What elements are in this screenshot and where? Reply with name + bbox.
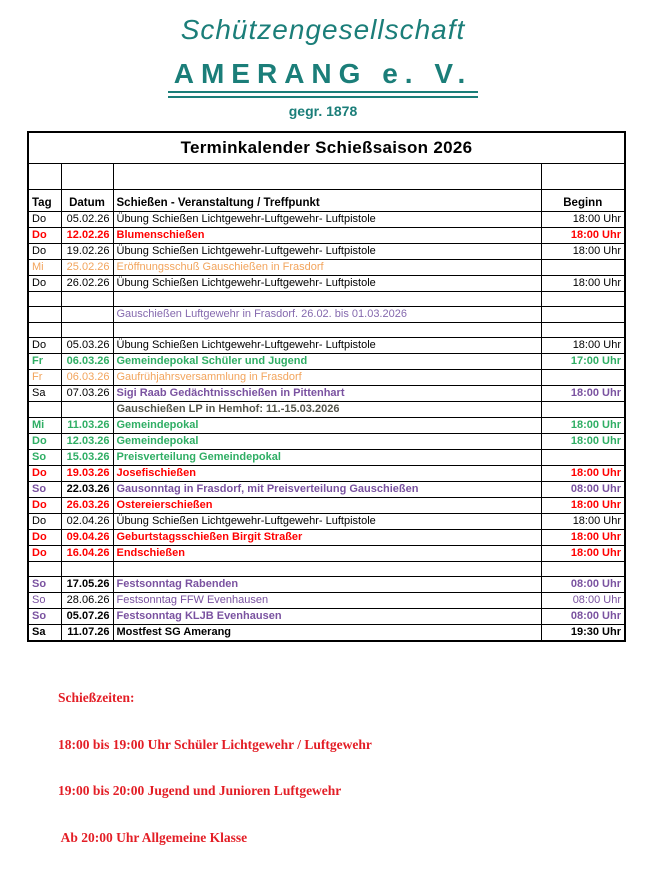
- cell-datum: 25.02.26: [61, 259, 113, 275]
- cell-tag: So: [28, 449, 61, 465]
- cell-beginn: 18:00 Uhr: [541, 545, 625, 561]
- spacer-cell: [61, 163, 113, 189]
- cell-tag: Sa: [28, 385, 61, 401]
- cell-event: Übung Schießen Lichtgewehr-Luftgewehr- Luftpistole: [113, 513, 541, 529]
- club-founded-year: gegr. 1878: [288, 103, 358, 119]
- cell-tag: So: [28, 576, 61, 592]
- cell-beginn: 08:00 Uhr: [541, 576, 625, 592]
- table-row: [28, 449, 625, 465]
- cell-event: Gemeindepokal Schüler und Jugend: [113, 353, 541, 369]
- footer-line: Ab 20:00 Uhr Allgemeine Klasse: [58, 829, 248, 845]
- cell-beginn: 19:30 Uhr: [541, 624, 625, 641]
- cell-datum: 28.06.26: [61, 592, 113, 608]
- table-title-row: [28, 132, 625, 163]
- table-row: [28, 259, 625, 275]
- table-row: [28, 433, 625, 449]
- cell-tag: Sa: [28, 624, 61, 641]
- table-row: [28, 275, 625, 291]
- cell-datum: 19.03.26: [61, 465, 113, 481]
- column-header-tag: Tag: [28, 189, 61, 211]
- column-header-datum: Datum: [61, 189, 113, 211]
- cell-beginn: 18:00 Uhr: [541, 497, 625, 513]
- cell-datum: [61, 401, 113, 417]
- table-row: [28, 529, 625, 545]
- cell-tag: Do: [28, 275, 61, 291]
- table-row: [28, 608, 625, 624]
- cell-event: Festsonntag FFW Evenhausen: [113, 592, 541, 608]
- cell-tag: Mi: [28, 259, 61, 275]
- cell-event: Sigi Raab Gedächtnisschießen in Pittenhart: [113, 385, 541, 401]
- cell-beginn: 18:00 Uhr: [541, 337, 625, 353]
- cell-beginn: 18:00 Uhr: [541, 227, 625, 243]
- cell-event: Festsonntag Rabenden: [113, 576, 541, 592]
- cell-event: Gauschießen LP in Hemhof: 11.-15.03.2026: [113, 401, 541, 417]
- table-row: [28, 211, 625, 227]
- cell-tag: Do: [28, 545, 61, 561]
- cell-datum: 26.03.26: [61, 497, 113, 513]
- table-row: [28, 306, 625, 322]
- cell-beginn: [541, 259, 625, 275]
- column-header-beginn: Beginn: [541, 189, 625, 211]
- cell-beginn: 08:00 Uhr: [541, 608, 625, 624]
- cell-beginn: 18:00 Uhr: [541, 529, 625, 545]
- cell-tag: So: [28, 592, 61, 608]
- column-header-row: [28, 189, 625, 211]
- cell-datum: 02.04.26: [61, 513, 113, 529]
- cell-event: Festsonntag KLJB Evenhausen: [113, 608, 541, 624]
- cell-event: [113, 561, 541, 576]
- cell-beginn: [541, 322, 625, 337]
- table-row: [28, 337, 625, 353]
- cell-tag: Mi: [28, 417, 61, 433]
- table-row-empty: [28, 561, 625, 576]
- footer-line: 19:00 bis 20:00 Jugend und Junioren Luftgewehr: [58, 783, 342, 798]
- cell-event: Blumenschießen: [113, 227, 541, 243]
- cell-datum: 05.02.26: [61, 211, 113, 227]
- cell-beginn: 08:00 Uhr: [541, 592, 625, 608]
- cell-tag: So: [28, 481, 61, 497]
- cell-event: Gausonntag in Frasdorf, mit Preisverteilung Gauschießen: [113, 481, 541, 497]
- column-header-event: Schießen - Veranstaltung / Treffpunkt: [113, 189, 541, 211]
- table-row: [28, 481, 625, 497]
- event-calendar-table: [27, 131, 626, 642]
- cell-event: Gemeindepokal: [113, 433, 541, 449]
- cell-datum: 06.03.26: [61, 353, 113, 369]
- spacer-row: [28, 163, 625, 189]
- cell-datum: 11.07.26: [61, 624, 113, 641]
- spacer-cell: [113, 163, 541, 189]
- table-row: [28, 353, 625, 369]
- shooting-times-footer: [58, 659, 372, 876]
- table-row: [28, 497, 625, 513]
- cell-datum: 07.03.26: [61, 385, 113, 401]
- cell-tag: [28, 306, 61, 322]
- cell-tag: Do: [28, 433, 61, 449]
- cell-tag: Do: [28, 529, 61, 545]
- cell-datum: 05.03.26: [61, 337, 113, 353]
- cell-beginn: 18:00 Uhr: [541, 275, 625, 291]
- table-row: [28, 545, 625, 561]
- footer-line: 18:00 bis 19:00 Uhr Schüler Lichtgewehr / Luftgewehr: [58, 736, 372, 752]
- cell-tag: Do: [28, 465, 61, 481]
- cell-event: Endschießen: [113, 545, 541, 561]
- table-row: [28, 417, 625, 433]
- club-header: [0, 0, 646, 119]
- table-head: [28, 132, 625, 211]
- table-row: [28, 513, 625, 529]
- cell-tag: Do: [28, 227, 61, 243]
- spacer-cell: [28, 163, 61, 189]
- table-body: [28, 211, 625, 641]
- cell-event: Ostereierschießen: [113, 497, 541, 513]
- cell-beginn: 18:00 Uhr: [541, 417, 625, 433]
- spacer-cell: [541, 163, 625, 189]
- cell-beginn: 18:00 Uhr: [541, 243, 625, 259]
- cell-beginn: 17:00 Uhr: [541, 353, 625, 369]
- cell-event: [113, 322, 541, 337]
- cell-event: Eröffnungsschuß Gauschießen in Frasdorf: [113, 259, 541, 275]
- cell-datum: 12.02.26: [61, 227, 113, 243]
- cell-beginn: 08:00 Uhr: [541, 481, 625, 497]
- cell-tag: [28, 561, 61, 576]
- cell-tag: So: [28, 608, 61, 624]
- cell-datum: 11.03.26: [61, 417, 113, 433]
- table-row: [28, 369, 625, 385]
- cell-datum: 06.03.26: [61, 369, 113, 385]
- table-row: [28, 592, 625, 608]
- cell-tag: Do: [28, 243, 61, 259]
- cell-event: Gauschießen Luftgewehr in Frasdorf. 26.02. bis 01.03.2026: [113, 306, 541, 322]
- cell-tag: [28, 401, 61, 417]
- cell-event: Geburtstagsschießen Birgit Straßer: [113, 529, 541, 545]
- table-row: [28, 385, 625, 401]
- club-society-name: Schützengesellschaft: [180, 14, 466, 45]
- cell-datum: [61, 291, 113, 306]
- cell-tag: Do: [28, 497, 61, 513]
- table-row: [28, 576, 625, 592]
- cell-datum: 09.04.26: [61, 529, 113, 545]
- cell-beginn: [541, 291, 625, 306]
- cell-datum: [61, 561, 113, 576]
- cell-datum: 22.03.26: [61, 481, 113, 497]
- cell-event: Mostfest SG Amerang: [113, 624, 541, 641]
- cell-beginn: 18:00 Uhr: [541, 465, 625, 481]
- table-row: [28, 624, 625, 641]
- cell-event: Übung Schießen Lichtgewehr-Luftgewehr- Luftpistole: [113, 211, 541, 227]
- cell-event: Übung Schießen Lichtgewehr-Luftgewehr- Luftpistole: [113, 243, 541, 259]
- club-name-row: [0, 58, 646, 98]
- cell-datum: 19.02.26: [61, 243, 113, 259]
- cell-beginn: 18:00 Uhr: [541, 385, 625, 401]
- cell-event: Gemeindepokal: [113, 417, 541, 433]
- table-title: Terminkalender Schießsaison 2026: [28, 132, 625, 163]
- cell-beginn: [541, 401, 625, 417]
- cell-beginn: 18:00 Uhr: [541, 513, 625, 529]
- cell-tag: Do: [28, 337, 61, 353]
- cell-event: Gaufrühjahrsversammlung in Frasdorf: [113, 369, 541, 385]
- cell-datum: 12.03.26: [61, 433, 113, 449]
- cell-tag: [28, 291, 61, 306]
- table-row: [28, 401, 625, 417]
- cell-beginn: 18:00 Uhr: [541, 211, 625, 227]
- cell-datum: 05.07.26: [61, 608, 113, 624]
- cell-tag: Fr: [28, 353, 61, 369]
- table-row: [28, 227, 625, 243]
- club-name: AMERANG e. V.: [168, 58, 478, 98]
- cell-event: Übung Schießen Lichtgewehr-Luftgewehr- Luftpistole: [113, 275, 541, 291]
- cell-tag: Fr: [28, 369, 61, 385]
- cell-datum: 26.02.26: [61, 275, 113, 291]
- cell-datum: 16.04.26: [61, 545, 113, 561]
- cell-beginn: 18:00 Uhr: [541, 433, 625, 449]
- cell-datum: [61, 306, 113, 322]
- cell-datum: 15.03.26: [61, 449, 113, 465]
- table-row: [28, 465, 625, 481]
- cell-event: Josefischießen: [113, 465, 541, 481]
- cell-event: [113, 291, 541, 306]
- table-row: [28, 243, 625, 259]
- cell-beginn: [541, 449, 625, 465]
- cell-event: Übung Schießen Lichtgewehr-Luftgewehr- Luftpistole: [113, 337, 541, 353]
- footer-line: Schießzeiten:: [58, 690, 135, 705]
- cell-beginn: [541, 369, 625, 385]
- cell-beginn: [541, 561, 625, 576]
- cell-tag: Do: [28, 211, 61, 227]
- table-row-empty: [28, 322, 625, 337]
- table-row-empty: [28, 291, 625, 306]
- cell-tag: [28, 322, 61, 337]
- cell-event: Preisverteilung Gemeindepokal: [113, 449, 541, 465]
- cell-datum: [61, 322, 113, 337]
- cell-datum: 17.05.26: [61, 576, 113, 592]
- cell-beginn: [541, 306, 625, 322]
- cell-tag: Do: [28, 513, 61, 529]
